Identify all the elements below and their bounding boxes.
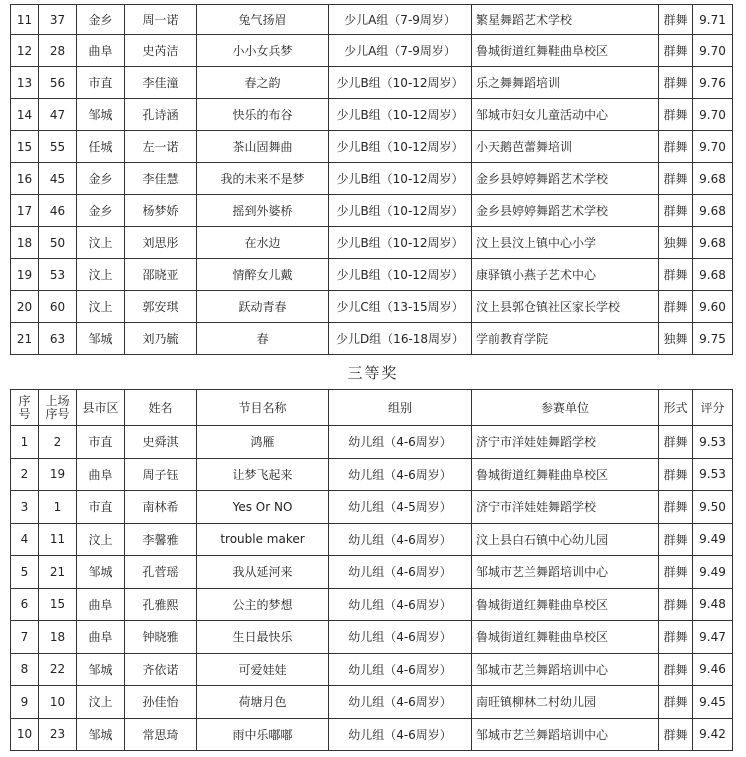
- cell-form: 群舞: [659, 35, 693, 67]
- header-unit: 参赛单位: [472, 390, 659, 426]
- cell-score: 9.53: [693, 426, 733, 459]
- cell-form: 群舞: [659, 195, 693, 227]
- cell-unit: 邹城市妇女儿童活动中心: [472, 99, 659, 131]
- table-row: [11, 195, 733, 227]
- cell-title: 让梦飞起来: [197, 458, 329, 491]
- cell-form: 群舞: [659, 523, 693, 556]
- table-row: [11, 621, 733, 654]
- cell-county: 金乡: [77, 195, 125, 227]
- cell-seq: 15: [39, 588, 77, 621]
- cell-score: 9.70: [693, 35, 733, 67]
- cell-score: 9.68: [693, 227, 733, 259]
- cell-unit: 繁星舞蹈艺术学校: [472, 5, 659, 35]
- header-seq: 上场序号: [39, 390, 77, 426]
- table-row: [11, 259, 733, 291]
- cell-unit: 汶上县汶上镇中心小学: [472, 227, 659, 259]
- cell-county: 汶上: [77, 227, 125, 259]
- cell-no: 8: [11, 653, 39, 686]
- cell-name: 史舜淇: [125, 426, 197, 459]
- table-row: [11, 556, 733, 589]
- cell-seq: 60: [39, 291, 77, 323]
- cell-unit: 鲁城街道红舞鞋曲阜校区: [472, 621, 659, 654]
- cell-name: 周子钰: [125, 458, 197, 491]
- cell-group: 幼儿组（4-6周岁）: [329, 588, 472, 621]
- cell-group: 少儿B组（10-12周岁）: [329, 227, 472, 259]
- cell-no: 11: [11, 5, 39, 35]
- cell-group: 幼儿组（4-5周岁）: [329, 491, 472, 524]
- cell-seq: 50: [39, 227, 77, 259]
- cell-no: 21: [11, 323, 39, 355]
- cell-county: 汶上: [77, 259, 125, 291]
- awards-table-third-prize: [10, 389, 733, 751]
- cell-form: 群舞: [659, 163, 693, 195]
- cell-unit: 康驿镇小燕子艺术中心: [472, 259, 659, 291]
- cell-form: 群舞: [659, 259, 693, 291]
- table-row: [11, 323, 733, 355]
- cell-group: 少儿B组（10-12周岁）: [329, 131, 472, 163]
- cell-county: 金乡: [77, 163, 125, 195]
- cell-unit: 邹城市艺兰舞蹈培训中心: [472, 653, 659, 686]
- cell-seq: 53: [39, 259, 77, 291]
- cell-title: 雨中乐嘟嘟: [197, 718, 329, 751]
- table-row: [11, 523, 733, 556]
- cell-no: 6: [11, 588, 39, 621]
- cell-seq: 37: [39, 5, 77, 35]
- cell-seq: 10: [39, 686, 77, 719]
- cell-form: 群舞: [659, 291, 693, 323]
- table-row: [11, 491, 733, 524]
- cell-no: 19: [11, 259, 39, 291]
- cell-group: 幼儿组（4-6周岁）: [329, 458, 472, 491]
- cell-score: 9.68: [693, 195, 733, 227]
- header-form: 形式: [659, 390, 693, 426]
- cell-form: 群舞: [659, 458, 693, 491]
- cell-form: 群舞: [659, 131, 693, 163]
- cell-score: 9.70: [693, 131, 733, 163]
- cell-unit: 汶上县郭仓镇社区家长学校: [472, 291, 659, 323]
- cell-score: 9.50: [693, 491, 733, 524]
- cell-name: 孔菅瑶: [125, 556, 197, 589]
- cell-seq: 22: [39, 653, 77, 686]
- cell-seq: 2: [39, 426, 77, 459]
- cell-form: 群舞: [659, 621, 693, 654]
- cell-title: 兔气扬眉: [197, 5, 329, 35]
- cell-name: 郭安琪: [125, 291, 197, 323]
- cell-seq: 23: [39, 718, 77, 751]
- cell-county: 邹城: [77, 99, 125, 131]
- cell-group: 少儿A组（7-9周岁）: [329, 35, 472, 67]
- cell-form: 群舞: [659, 718, 693, 751]
- cell-name: 钟晓雅: [125, 621, 197, 654]
- cell-score: 9.71: [693, 5, 733, 35]
- cell-group: 少儿B组（10-12周岁）: [329, 99, 472, 131]
- cell-no: 17: [11, 195, 39, 227]
- cell-name: 左一诺: [125, 131, 197, 163]
- table-row: [11, 426, 733, 459]
- table-row: [11, 588, 733, 621]
- cell-name: 齐依诺: [125, 653, 197, 686]
- table-row: [11, 458, 733, 491]
- cell-no: 12: [11, 35, 39, 67]
- table-row: [11, 35, 733, 67]
- cell-title: 我从延河来: [197, 556, 329, 589]
- header-county: 县市区: [77, 390, 125, 426]
- cell-title: 我的未来不是梦: [197, 163, 329, 195]
- table-row: [11, 718, 733, 751]
- cell-unit: 小天鹅芭蕾舞培训: [472, 131, 659, 163]
- cell-group: 少儿B组（10-12周岁）: [329, 259, 472, 291]
- cell-county: 曲阜: [77, 35, 125, 67]
- cell-title: 情醉女儿戴: [197, 259, 329, 291]
- cell-county: 市直: [77, 426, 125, 459]
- cell-title: Yes Or NO: [197, 491, 329, 524]
- cell-no: 3: [11, 491, 39, 524]
- cell-county: 市直: [77, 491, 125, 524]
- cell-seq: 21: [39, 556, 77, 589]
- cell-score: 9.60: [693, 291, 733, 323]
- cell-no: 10: [11, 718, 39, 751]
- cell-county: 汶上: [77, 291, 125, 323]
- cell-group: 幼儿组（4-6周岁）: [329, 556, 472, 589]
- cell-unit: 乐之舞舞蹈培训: [472, 67, 659, 99]
- cell-unit: 汶上县白石镇中心幼儿园: [472, 523, 659, 556]
- header-no: 序号: [11, 390, 39, 426]
- cell-county: 邹城: [77, 556, 125, 589]
- cell-seq: 56: [39, 67, 77, 99]
- cell-score: 9.49: [693, 523, 733, 556]
- table-row: [11, 686, 733, 719]
- awards-table-previous-section: [10, 4, 733, 355]
- cell-county: 市直: [77, 67, 125, 99]
- cell-unit: 邹城市艺兰舞蹈培训中心: [472, 556, 659, 589]
- cell-seq: 47: [39, 99, 77, 131]
- cell-name: 周一诺: [125, 5, 197, 35]
- cell-score: 9.45: [693, 686, 733, 719]
- cell-seq: 1: [39, 491, 77, 524]
- cell-group: 少儿B组（10-12周岁）: [329, 67, 472, 99]
- table-row: [11, 131, 733, 163]
- cell-unit: 学前教育学院: [472, 323, 659, 355]
- cell-name: 孔雅熙: [125, 588, 197, 621]
- cell-county: 金乡: [77, 5, 125, 35]
- cell-no: 20: [11, 291, 39, 323]
- header-name: 姓名: [125, 390, 197, 426]
- bottom-table-body: [11, 426, 733, 751]
- cell-score: 9.49: [693, 556, 733, 589]
- cell-score: 9.75: [693, 323, 733, 355]
- cell-county: 曲阜: [77, 458, 125, 491]
- cell-name: 史芮洁: [125, 35, 197, 67]
- cell-name: 杨梦娇: [125, 195, 197, 227]
- cell-name: 孔诗涵: [125, 99, 197, 131]
- cell-name: 孙佳怡: [125, 686, 197, 719]
- cell-group: 幼儿组（4-6周岁）: [329, 653, 472, 686]
- cell-no: 16: [11, 163, 39, 195]
- cell-title: 春之韵: [197, 67, 329, 99]
- cell-title: 荷塘月色: [197, 686, 329, 719]
- table-row: [11, 67, 733, 99]
- cell-group: 幼儿组（4-6周岁）: [329, 686, 472, 719]
- cell-name: 常思琦: [125, 718, 197, 751]
- cell-title: 小小女兵梦: [197, 35, 329, 67]
- header-score: 评分: [693, 390, 733, 426]
- cell-no: 5: [11, 556, 39, 589]
- cell-form: 群舞: [659, 99, 693, 131]
- cell-seq: 18: [39, 621, 77, 654]
- cell-unit: 金乡县婷婷舞蹈艺术学校: [472, 163, 659, 195]
- cell-county: 曲阜: [77, 588, 125, 621]
- cell-score: 9.68: [693, 163, 733, 195]
- cell-score: 9.68: [693, 259, 733, 291]
- cell-form: 群舞: [659, 5, 693, 35]
- cell-title: 公主的梦想: [197, 588, 329, 621]
- cell-no: 1: [11, 426, 39, 459]
- cell-unit: 济宁市洋娃娃舞蹈学校: [472, 426, 659, 459]
- cell-score: 9.76: [693, 67, 733, 99]
- cell-unit: 南旺镇柳林二村幼儿园: [472, 686, 659, 719]
- top-table-body: [11, 5, 733, 355]
- cell-unit: 邹城市艺兰舞蹈培训中心: [472, 718, 659, 751]
- cell-title: 鸿雁: [197, 426, 329, 459]
- cell-no: 13: [11, 67, 39, 99]
- cell-form: 群舞: [659, 556, 693, 589]
- cell-name: 刘乃毓: [125, 323, 197, 355]
- cell-score: 9.46: [693, 653, 733, 686]
- cell-no: 7: [11, 621, 39, 654]
- cell-form: 群舞: [659, 491, 693, 524]
- cell-group: 少儿A组（7-9周岁）: [329, 5, 472, 35]
- cell-group: 幼儿组（4-6周岁）: [329, 718, 472, 751]
- cell-no: 15: [11, 131, 39, 163]
- table-row: [11, 653, 733, 686]
- table-row: [11, 163, 733, 195]
- cell-county: 任城: [77, 131, 125, 163]
- cell-form: 独舞: [659, 227, 693, 259]
- cell-name: 李佳慧: [125, 163, 197, 195]
- cell-unit: 鲁城街道红舞鞋曲阜校区: [472, 35, 659, 67]
- cell-form: 群舞: [659, 653, 693, 686]
- cell-name: 李馨雅: [125, 523, 197, 556]
- cell-score: 9.70: [693, 99, 733, 131]
- cell-title: trouble maker: [197, 523, 329, 556]
- cell-county: 汶上: [77, 523, 125, 556]
- cell-score: 9.53: [693, 458, 733, 491]
- cell-no: 2: [11, 458, 39, 491]
- table-row: [11, 5, 733, 35]
- cell-form: 群舞: [659, 686, 693, 719]
- cell-group: 少儿C组（13-15周岁）: [329, 291, 472, 323]
- cell-score: 9.48: [693, 588, 733, 621]
- cell-name: 南林希: [125, 491, 197, 524]
- cell-name: 刘思彤: [125, 227, 197, 259]
- cell-title: 快乐的布谷: [197, 99, 329, 131]
- cell-group: 幼儿组（4-6周岁）: [329, 426, 472, 459]
- cell-title: 春: [197, 323, 329, 355]
- cell-county: 邹城: [77, 718, 125, 751]
- cell-county: 曲阜: [77, 621, 125, 654]
- cell-unit: 济宁市洋娃娃舞蹈学校: [472, 491, 659, 524]
- cell-group: 幼儿组（4-6周岁）: [329, 621, 472, 654]
- cell-unit: 鲁城街道红舞鞋曲阜校区: [472, 588, 659, 621]
- cell-group: 幼儿组（4-6周岁）: [329, 523, 472, 556]
- cell-county: 汶上: [77, 686, 125, 719]
- cell-seq: 11: [39, 523, 77, 556]
- cell-title: 在水边: [197, 227, 329, 259]
- cell-seq: 45: [39, 163, 77, 195]
- cell-title: 可爱娃娃: [197, 653, 329, 686]
- cell-score: 9.47: [693, 621, 733, 654]
- cell-seq: 28: [39, 35, 77, 67]
- cell-unit: 鲁城街道红舞鞋曲阜校区: [472, 458, 659, 491]
- cell-seq: 55: [39, 131, 77, 163]
- cell-name: 邵晓亚: [125, 259, 197, 291]
- cell-title: 茶山固舞曲: [197, 131, 329, 163]
- header-title: 节目名称: [197, 390, 329, 426]
- table-row: [11, 99, 733, 131]
- cell-form: 群舞: [659, 67, 693, 99]
- cell-group: 少儿B组（10-12周岁）: [329, 195, 472, 227]
- cell-group: 少儿B组（10-12周岁）: [329, 163, 472, 195]
- cell-seq: 46: [39, 195, 77, 227]
- cell-form: 群舞: [659, 426, 693, 459]
- cell-group: 少儿D组（16-18周岁）: [329, 323, 472, 355]
- cell-seq: 63: [39, 323, 77, 355]
- cell-form: 独舞: [659, 323, 693, 355]
- table-row: [11, 227, 733, 259]
- cell-county: 邹城: [77, 653, 125, 686]
- cell-title: 跃动青春: [197, 291, 329, 323]
- cell-unit: 金乡县婷婷舞蹈艺术学校: [472, 195, 659, 227]
- table-row: [11, 291, 733, 323]
- cell-title: 生日最快乐: [197, 621, 329, 654]
- cell-county: 邹城: [77, 323, 125, 355]
- cell-title: 摇到外婆桥: [197, 195, 329, 227]
- cell-seq: 19: [39, 458, 77, 491]
- header-group: 组别: [329, 390, 472, 426]
- cell-score: 9.42: [693, 718, 733, 751]
- cell-no: 9: [11, 686, 39, 719]
- cell-no: 14: [11, 99, 39, 131]
- table-header-row: [11, 390, 733, 426]
- cell-form: 群舞: [659, 588, 693, 621]
- cell-name: 李佳潼: [125, 67, 197, 99]
- cell-no: 18: [11, 227, 39, 259]
- cell-no: 4: [11, 523, 39, 556]
- section-title-third-prize: 三等奖: [347, 364, 399, 382]
